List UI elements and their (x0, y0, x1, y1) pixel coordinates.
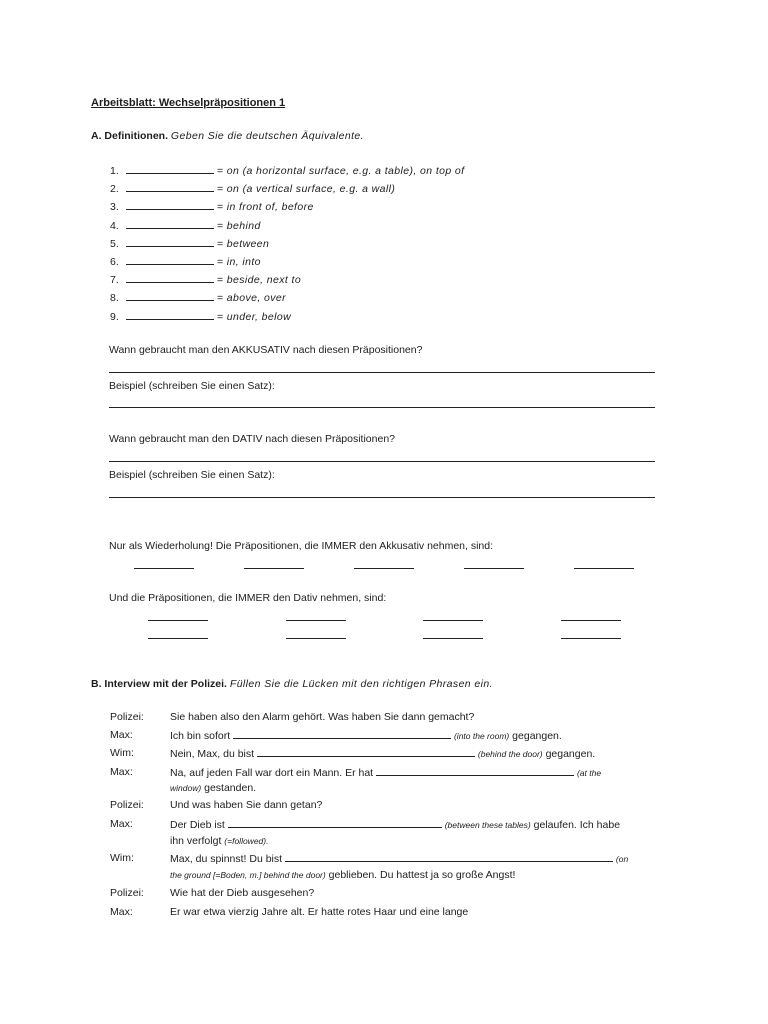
answer-blank[interactable] (574, 568, 634, 569)
section-a-instruction: Geben Sie die deutschen Äquivalente. (170, 130, 364, 142)
answer-line[interactable] (109, 497, 655, 498)
answer-blank[interactable] (244, 568, 304, 569)
dialogue-line (170, 747, 595, 760)
speaker-label: Polizei: (110, 799, 144, 811)
item-number: 2. (110, 183, 119, 195)
dialogue-line-continued (170, 869, 515, 881)
answer-blank[interactable] (126, 182, 214, 192)
section-b-header (91, 678, 493, 690)
hint-text: (=followed). (224, 836, 269, 846)
item-number: 5. (110, 238, 119, 250)
item-number: 9. (110, 311, 119, 323)
dialogue-text: Max, du spinnst! Du bist (170, 853, 283, 865)
dialogue-line: Und was haben Sie dann getan? (170, 799, 323, 811)
definition-item-2 (110, 182, 395, 195)
dialogue-text: gegangen. (512, 730, 562, 742)
item-definition: = in, into (216, 256, 261, 268)
answer-line[interactable] (109, 372, 655, 373)
speaker-label: Polizei: (110, 711, 144, 723)
answer-line[interactable] (109, 461, 655, 462)
item-definition: = on (a horizontal surface, e.g. a table), on top of (216, 165, 465, 177)
answer-blank[interactable] (376, 766, 574, 776)
answer-blank[interactable] (464, 568, 524, 569)
item-number: 6. (110, 256, 119, 268)
answer-line[interactable] (109, 407, 655, 408)
dialogue-text: Ich bin sofort (170, 730, 231, 742)
dialogue-line: Er war etwa vierzig Jahre alt. Er hatte rotes Haar und eine lange (170, 906, 469, 918)
answer-blank[interactable] (257, 747, 475, 757)
item-number: 3. (110, 201, 119, 213)
answer-blank[interactable] (126, 219, 214, 229)
answer-blank[interactable] (561, 638, 621, 639)
answer-blank[interactable] (286, 620, 346, 621)
definition-item-8 (110, 291, 286, 304)
speaker-label: Max: (110, 906, 133, 918)
hint-text: (at the (576, 768, 602, 778)
dialogue-line-continued (170, 782, 256, 794)
hint-text: (behind the door) (477, 749, 543, 759)
definition-item-6 (110, 255, 261, 268)
beispiel-prompt: Beispiel (schreiben Sie einen Satz): (109, 469, 275, 481)
answer-blank[interactable] (354, 568, 414, 569)
item-definition: = between (216, 238, 270, 250)
speaker-label: Polizei: (110, 887, 144, 899)
definition-item-4 (110, 219, 261, 232)
answer-blank[interactable] (423, 638, 483, 639)
dialogue-line (170, 729, 562, 742)
item-number: 4. (110, 220, 119, 232)
hint-text: (between these tables) (444, 820, 531, 830)
hint-text: (into the room) (453, 731, 510, 741)
dialogue-line: Sie haben also den Alarm gehört. Was haben Sie dann gemacht? (170, 711, 475, 723)
item-definition: = beside, next to (216, 274, 302, 286)
answer-blank[interactable] (286, 638, 346, 639)
dialogue-text: Na, auf jeden Fall war dort ein Mann. Er hat (170, 767, 374, 779)
item-definition: = under, below (216, 311, 292, 323)
answer-blank[interactable] (423, 620, 483, 621)
answer-blank[interactable] (126, 273, 214, 283)
definition-item-7 (110, 273, 301, 286)
hint-text: (on (615, 854, 629, 864)
hint-text: window) (170, 783, 202, 793)
answer-blank[interactable] (148, 620, 208, 621)
definition-item-3 (110, 200, 314, 213)
speaker-label: Max: (110, 766, 133, 778)
answer-blank[interactable] (126, 164, 214, 174)
dialogue-text: gelaufen. Ich habe (533, 819, 621, 831)
answer-blank[interactable] (285, 852, 613, 862)
item-definition: = behind (216, 220, 261, 232)
beispiel-prompt: Beispiel (schreiben Sie einen Satz): (109, 380, 275, 392)
item-definition: = in front of, before (216, 201, 314, 213)
speaker-label: Max: (110, 818, 133, 830)
review-dativ: Und die Präpositionen, die IMMER den Dativ nehmen, sind: (109, 592, 387, 604)
page-title: Arbeitsblatt: Wechselpräpositionen 1 (91, 97, 286, 109)
definition-item-9 (110, 310, 291, 323)
dialogue-line-continued (170, 835, 268, 847)
section-b-heading: B. Interview mit der Polizei. (91, 678, 227, 690)
item-number: 1. (110, 165, 119, 177)
item-number: 7. (110, 274, 119, 286)
definition-item-1 (110, 164, 465, 177)
definition-item-5 (110, 237, 269, 250)
answer-blank[interactable] (134, 568, 194, 569)
question-akkusativ: Wann gebraucht man den AKKUSATIV nach diesen Präpositionen? (109, 344, 423, 356)
dialogue-text: Nein, Max, du bist (170, 748, 255, 760)
speaker-label: Wim: (110, 747, 134, 759)
dialogue-line (170, 766, 601, 779)
dialogue-text: gestanden. (204, 782, 257, 794)
dialogue-line (170, 818, 620, 831)
speaker-label: Wim: (110, 852, 134, 864)
answer-blank[interactable] (126, 291, 214, 301)
speaker-label: Max: (110, 729, 133, 741)
hint-text: the ground [=Boden, m.] behind the door) (170, 870, 326, 880)
answer-blank[interactable] (126, 237, 214, 247)
answer-blank[interactable] (228, 818, 442, 828)
answer-blank[interactable] (148, 638, 208, 639)
dialogue-text: gegangen. (545, 748, 596, 760)
dialogue-text: geblieben. Du hattest ja so große Angst! (328, 869, 516, 881)
item-definition: = on (a vertical surface, e.g. a wall) (216, 183, 396, 195)
dialogue-line (170, 852, 628, 865)
answer-blank[interactable] (126, 255, 214, 265)
dialogue-text: Der Dieb ist (170, 819, 225, 831)
dialogue-line: Wie hat der Dieb ausgesehen? (170, 887, 315, 899)
question-dativ: Wann gebraucht man den DATIV nach diesen Präpositionen? (109, 433, 396, 445)
section-b-instruction: Füllen Sie die Lücken mit den richtigen Phrasen ein. (229, 678, 493, 690)
item-number: 8. (110, 292, 119, 304)
answer-blank[interactable] (233, 729, 451, 739)
item-definition: = above, over (216, 292, 287, 304)
answer-blank[interactable] (126, 310, 214, 320)
review-akkusativ: Nur als Wiederholung! Die Präpositionen, die IMMER den Akkusativ nehmen, sind: (109, 540, 494, 552)
answer-blank[interactable] (126, 200, 214, 210)
dialogue-text: ihn verfolgt (170, 835, 222, 847)
answer-blank[interactable] (561, 620, 621, 621)
section-a-heading: A. Definitionen. (91, 130, 168, 142)
section-a-header (91, 130, 364, 142)
